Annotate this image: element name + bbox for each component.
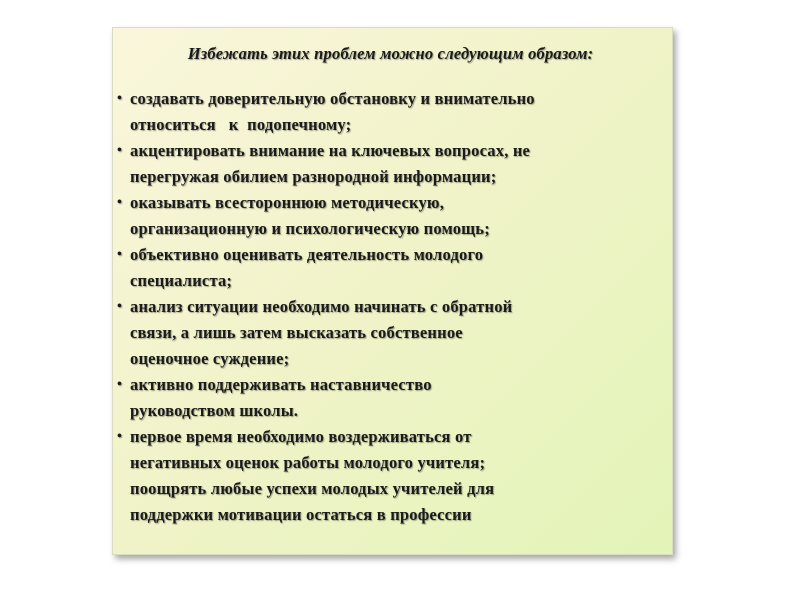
bullet-icon: • (117, 377, 123, 392)
bullet-icon: • (117, 429, 123, 444)
item-line: первое время необходимо воздерживаться от (130, 427, 472, 446)
item-line: перегружая обилием разнородной информации; (130, 167, 497, 186)
item-line: руководством школы. (130, 401, 299, 420)
list-item (117, 138, 664, 190)
item-line: акцентировать внимание на ключевых вопросах, не (130, 141, 531, 160)
paragraph-line: поощрять любые успехи молодых учителей для (130, 479, 495, 498)
recommendation-list (117, 86, 664, 476)
item-line: связи, а лишь затем высказать собственное (130, 323, 463, 342)
item-line: негативных оценок работы молодого учителя; (130, 453, 486, 472)
item-line: активно поддерживать наставничество (130, 375, 432, 394)
bullet-icon: • (117, 299, 123, 314)
list-item (117, 372, 664, 424)
bullet-icon: • (117, 91, 123, 106)
item-line: оценочное суждение; (130, 349, 290, 368)
item-line: анализ ситуации необходимо начинать с обратной (130, 297, 513, 316)
bullet-icon: • (117, 247, 123, 262)
list-item (117, 86, 664, 138)
bullet-icon: • (117, 195, 123, 210)
item-line: организационную и психологическую помощь; (130, 219, 490, 238)
item-line: оказывать всестороннюю методическую, (130, 193, 445, 212)
item-line: относиться к подопечному; (130, 115, 352, 134)
item-line: создавать доверительную обстановку и внимательно (130, 89, 535, 108)
content-card (112, 27, 673, 555)
slide-title: Избежать этих проблем можно следующим образом: (187, 44, 594, 63)
list-item (117, 190, 664, 242)
paragraph-line: поддержки мотивации остаться в профессии (130, 505, 472, 524)
list-item (117, 294, 664, 372)
list-item (117, 242, 664, 294)
list-item (117, 424, 664, 476)
final-paragraph (117, 476, 664, 528)
bullet-icon: • (117, 143, 123, 158)
item-line: специалиста; (130, 271, 233, 290)
item-line: объективно оценивать деятельность молодого (130, 245, 484, 264)
